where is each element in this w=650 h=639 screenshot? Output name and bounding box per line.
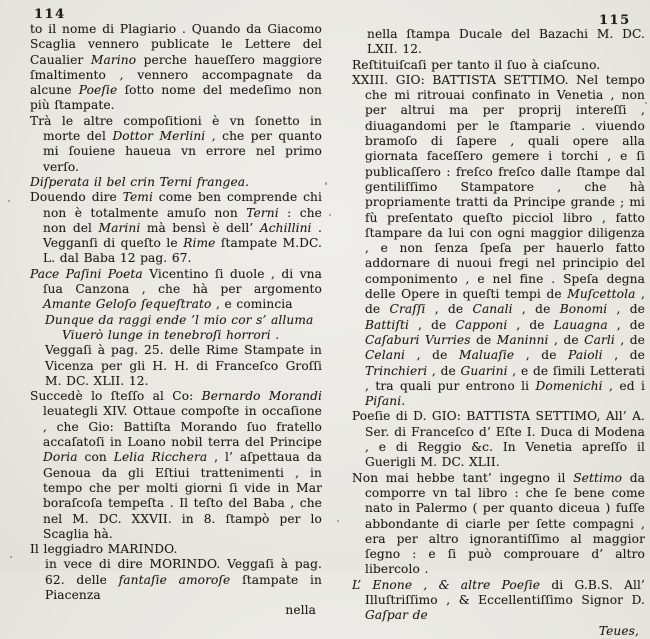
text-segment: de xyxy=(470,332,497,347)
text-segment: , de xyxy=(602,348,645,363)
text-segment: , de xyxy=(607,317,645,332)
text-segment: leuategli XIV. Ottaue compoſte in occaſione , che Gio: Battiſta Morando ſuo fratello accaſatoſi in Loano nobil terra del Principe xyxy=(43,404,322,450)
text-segment: , de xyxy=(548,332,585,347)
text-segment: Capponi xyxy=(455,317,508,332)
paragraph xyxy=(30,175,322,190)
text-segment: Battiſti xyxy=(365,317,410,332)
paragraph xyxy=(30,190,322,266)
text-segment: Reſtituiſcaſi per tanto il ſuo à ciaſcuno. xyxy=(352,57,601,72)
scan-speck xyxy=(337,520,339,522)
text-segment: nella ſtampa Ducale del Bazachi M. DC. LXII. 12. xyxy=(367,27,645,57)
text-segment: , de xyxy=(405,348,459,363)
text-segment: , de xyxy=(507,317,554,332)
text-segment: Lelia Ricchera xyxy=(113,450,208,465)
text-segment: Guarini xyxy=(460,363,508,378)
text-segment: Maluaſie xyxy=(458,348,515,363)
text-segment: . xyxy=(401,394,406,409)
text-segment: con xyxy=(77,450,114,465)
paragraph xyxy=(30,313,322,328)
text-segment: Gaſpar de xyxy=(365,608,428,623)
text-segment: Succedè lo ſteſſo al Co: xyxy=(30,389,202,404)
text-segment: ſotto nome del medeſimo non più ſtampate. xyxy=(30,83,322,113)
text-segment: . Vegganſi di queſto le xyxy=(43,220,323,251)
text-segment: Amante Geloſo ſequeſtrato xyxy=(43,297,212,312)
paragraph xyxy=(352,578,645,624)
text-segment: Domenichi xyxy=(535,378,603,393)
paragraph xyxy=(30,114,322,175)
text-segment: Terni xyxy=(246,205,279,220)
text-segment: Achillini xyxy=(259,220,312,235)
text-segment: Canali xyxy=(472,302,513,317)
text-segment: , de xyxy=(409,317,456,332)
paragraph xyxy=(30,603,322,618)
text-segment: fantaſie amoroſe xyxy=(118,572,231,587)
text-segment: , e comincia xyxy=(211,297,293,312)
scan-speck xyxy=(325,182,327,185)
text-segment: di G.B.S. All’ Illuſtriſſimo , & Eccellentiſſimo Signor D. xyxy=(365,577,645,607)
text-segment: Doria xyxy=(43,450,78,465)
text-segment: Vicentino ſi duole , di vna ſua Canzona , che hà per argomento xyxy=(43,266,322,297)
text-segment: ſtampate in Piacenza xyxy=(45,572,322,602)
text-segment: to il nome di Plagiario . Quando da Giacomo Scaglia vennero publicate le Lettere del Caualier xyxy=(30,22,322,67)
scan-speck xyxy=(645,102,647,104)
text-segment: Viuerò lunge in tenebroſi horrori . xyxy=(62,327,280,342)
paragraph xyxy=(352,27,645,58)
text-segment: da comporre vn tal libro : che ſe bene come nato in Palermo ( per quanto diceua ) fuſſe abbondante di ciarle per ſette compagni , era per altro ignorantiſſimo al maggior ſegno : e ſi può comprouare d’ altro libercolo . xyxy=(365,470,646,577)
text-segment: Lauagna xyxy=(553,317,608,332)
text-segment: Marini xyxy=(98,220,141,235)
page-number-left: 114 xyxy=(34,7,66,22)
paragraph xyxy=(352,471,645,578)
text-segment: Maninni xyxy=(496,332,549,347)
text-segment: Craſſi xyxy=(389,302,426,317)
page-number-right: 115 xyxy=(599,13,631,28)
text-segment: in vece di dire MORINDO. Veggaſi à pag. 62. delle xyxy=(45,557,322,587)
text-segment: Teues, xyxy=(598,623,639,638)
text-segment: Diſperata il bel crin Terni frangea. xyxy=(30,174,250,189)
left-page-text-column xyxy=(30,22,322,619)
text-segment: Non mai hebbe tant’ ingegno il xyxy=(352,470,574,485)
right-page-text-column xyxy=(352,27,645,639)
text-segment: Temi xyxy=(122,190,153,205)
text-segment: Poeſie di D. GIO: BATTISTA SETTIMO, All’ A. Ser. di Franceſco d’ Eſte I. Duca di Modena , e di Reggio &c. In Venetia apreſſo il Guerigli M. DC. XLII. xyxy=(352,409,645,470)
paragraph xyxy=(30,389,322,542)
paragraph xyxy=(352,73,645,410)
text-segment: , de xyxy=(512,302,560,317)
text-segment: Poeſie xyxy=(78,83,118,98)
text-segment: Muſcettola xyxy=(567,287,636,302)
text-segment: mà bensì è dell’ xyxy=(140,220,260,235)
paragraph xyxy=(30,557,322,603)
text-segment: , de xyxy=(425,302,473,317)
text-segment: Dunque da raggi ende ’l mio cor s’ alluma xyxy=(45,312,314,327)
paragraph xyxy=(352,58,645,73)
text-segment: perche haueſſero maggiore ſmaltimento , vennero accompagnate da alcune xyxy=(30,52,323,98)
paragraph xyxy=(30,22,322,114)
text-segment: , de xyxy=(607,302,645,317)
text-segment: Caſaburi Vurries xyxy=(365,332,471,347)
scan-speck xyxy=(10,556,12,558)
paragraph xyxy=(30,343,322,389)
text-segment: , l’ aſpettaua da Genoua da gli Eſtiui trattenimenti , in tempo che per molti giorni ſi vide in Mar boraſcoſa tempeſta . Il teſto del Baba , che nel M. DC. XXVII. in 8. ſtampò per lo Scaglia hà. xyxy=(43,450,322,541)
text-segment: Veggaſi à pag. 25. delle Rime Stampate in Vicenza per gli H. H. di Franceſco Groſſi M. DC. XLII. 12. xyxy=(45,343,322,388)
text-segment: Piſani xyxy=(365,394,402,409)
paragraph xyxy=(352,624,645,639)
text-segment: Marino xyxy=(90,52,137,67)
text-segment: , de xyxy=(427,363,461,378)
paragraph xyxy=(30,328,322,343)
text-segment: , che per quanto mi ſouiene haueua vn errore nel primo verſo. xyxy=(43,129,322,174)
text-segment: Carli xyxy=(584,332,615,347)
paragraph xyxy=(352,409,645,470)
text-segment: Rime xyxy=(183,236,216,251)
scan-speck xyxy=(329,214,331,216)
text-segment: , de xyxy=(365,287,645,317)
text-segment: Bonomi xyxy=(559,302,608,317)
text-segment: , de xyxy=(514,348,569,363)
text-segment: Paioli xyxy=(568,348,603,363)
text-segment: , e de ſimili Letterati , tra quali pur entrono li xyxy=(365,363,645,393)
text-segment: Dottor Merlini xyxy=(112,129,206,144)
text-segment: : che non del xyxy=(43,205,322,235)
text-segment: Douendo dire xyxy=(30,190,123,205)
text-segment: , ed i xyxy=(602,378,645,393)
text-segment: nella xyxy=(285,603,316,618)
text-segment: XXIII. GIO: BATTISTA SETTIMO. Nel tempo che mi ritrouai confinato in Venetia , non per altrui ma per proprij intereſſi , diuagandomi per le ſtamparie . viuendo bramoſo di ſapere , quali opere alla giornata faceſſero gemere i torchi , e ſi publicaſſero : freſco freſco dalle ſtampe dal gentiliſſimo Stampatore , che hà propriamente tratti da Principe grande ; mi fù preſentato queſto picciol libro , fatto ſtampare da lui con ogni maggior diligenza , e non ſenza ſpeſa per hauerlo fatto addornare di nuoui fregi nel principio del componimento , e nel fine . Speſa degna delle Opere in queſti tempi de xyxy=(352,72,645,302)
paragraph xyxy=(30,542,322,557)
text-segment: ſtampate M.DC. L. dal Baba 12 pag. 67. xyxy=(43,236,323,266)
text-segment: come ben comprende chi non è totalmente amuſo non xyxy=(43,190,322,220)
text-segment: Trinchieri xyxy=(365,363,428,378)
text-segment: L’ Enone , & altre Poeſie xyxy=(352,577,541,592)
text-segment: Trà le altre compoſitioni è vn ſonetto in morte del xyxy=(30,113,322,144)
text-segment: Pace Paſini Poeta xyxy=(30,266,143,281)
text-segment: Bernardo Morandi xyxy=(201,389,322,404)
text-segment: Celani xyxy=(365,348,406,363)
text-segment: Il leggiadro MARINDO. xyxy=(30,542,178,557)
text-segment: , de xyxy=(614,332,645,347)
paragraph xyxy=(30,267,322,313)
text-segment: Settimo xyxy=(573,470,623,485)
scan-speck xyxy=(8,200,10,202)
